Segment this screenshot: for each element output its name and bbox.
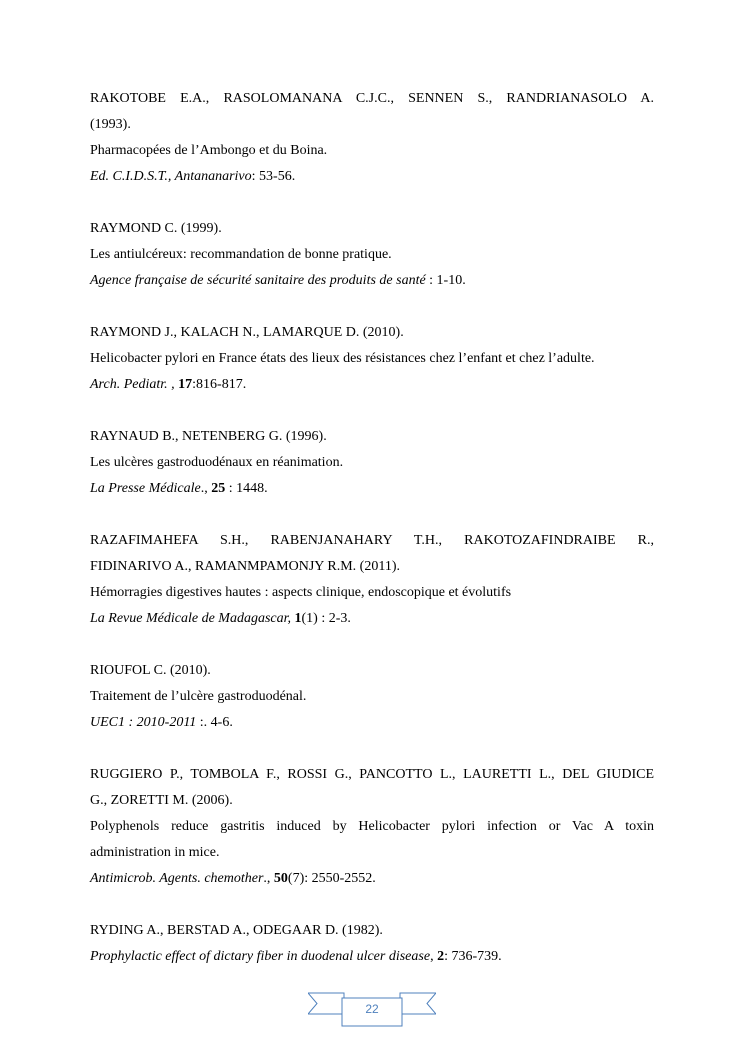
reference-volume: 17: [178, 377, 193, 392]
reference-authors: RAYMOND C. (1999).: [90, 221, 222, 236]
reference-journal: Arch. Pediatr. ,: [90, 377, 175, 392]
reference-journal: Agence française de sécurité sanitaire des produits de santé: [90, 273, 426, 288]
reference-authors: RAKOTOBE E.A., RASOLOMANANA C.J.C., SENNEN S., RANDRIANASOLO A.: [90, 91, 654, 106]
reference-pages: : 1-10.: [425, 273, 466, 288]
reference-ryding-1982: [90, 918, 654, 970]
reference-source: [90, 710, 654, 736]
reference-separator: .,: [200, 481, 212, 496]
reference-volume: 25: [211, 481, 226, 496]
reference-rioufol-2010: [90, 658, 654, 736]
reference-authors-continued: G., ZORETTI M. (2006).: [90, 793, 233, 808]
reference-journal: La Presse Médicale: [90, 481, 201, 496]
reference-authors: RAYNAUD B., NETENBERG G. (1996).: [90, 429, 327, 444]
reference-rakotobe-1993: [90, 86, 654, 190]
reference-authors: RIOUFOL C. (2010).: [90, 663, 211, 678]
reference-authors: RYDING A., BERSTAD A., ODEGAAR D. (1982).: [90, 923, 383, 938]
reference-pages: : 1448.: [225, 481, 268, 496]
reference-ruggiero-2006: [90, 762, 654, 892]
reference-separator: .,: [263, 871, 274, 886]
reference-title: Les antiulcéreux: recommandation de bonne pratique.: [90, 247, 392, 262]
reference-title: Pharmacopées de l’Ambongo et du Boina.: [90, 143, 328, 158]
bibliography: [90, 86, 654, 996]
page-number: 22: [365, 1002, 379, 1016]
reference-volume: 2: [437, 949, 445, 964]
reference-raymond-2010: [90, 320, 654, 398]
reference-source: [90, 944, 654, 970]
reference-authors: RAYMOND J., KALACH N., LAMARQUE D. (2010).: [90, 325, 404, 340]
reference-journal: Prophylactic effect of dictary fiber in duodenal ulcer disease: [90, 949, 431, 964]
reference-source: [90, 476, 654, 502]
reference-pages: : 736-739.: [444, 949, 502, 964]
reference-pages: : 53-56.: [251, 169, 296, 184]
reference-raynaud-1996: [90, 424, 654, 502]
reference-journal: Antimicrob. Agents. chemother: [90, 871, 264, 886]
reference-title: Traitement de l’ulcère gastroduodénal.: [90, 689, 307, 704]
reference-journal: UEC1 : 2010-2011: [90, 715, 197, 730]
reference-title: Les ulcères gastroduodénaux en réanimation.: [90, 455, 344, 470]
reference-separator: ,: [430, 949, 438, 964]
reference-raymond-1999: [90, 216, 654, 294]
reference-authors: RAZAFIMAHEFA S.H., RABENJANAHARY T.H., RAKOTOZAFINDRAIBE R.,: [90, 533, 654, 548]
reference-title: Helicobacter pylori en France états des lieux des résistances chez l’enfant et chez l’adulte.: [90, 351, 595, 366]
reference-razafimahefa-2011: [90, 528, 654, 632]
reference-authors-continued: FIDINARIVO A., RAMANMPAMONJY R.M. (2011).: [90, 559, 400, 574]
reference-source: [90, 606, 654, 632]
reference-pages: (1) : 2-3.: [301, 611, 351, 626]
reference-source: [90, 372, 654, 398]
reference-source: [90, 866, 654, 892]
page-footer: [308, 990, 436, 1028]
reference-volume: 50: [273, 871, 288, 886]
reference-volume: 1: [294, 611, 302, 626]
reference-journal: Ed. C.I.D.S.T., Antananarivo: [90, 169, 252, 184]
reference-title: Polyphenols reduce gastritis induced by Helicobacter pylori infection or Vac A toxin: [90, 819, 654, 834]
reference-pages: :816-817.: [192, 377, 247, 392]
reference-authors: RUGGIERO P., TOMBOLA F., ROSSI G., PANCOTTO L., LAURETTI L., DEL GIUDICE: [90, 767, 654, 782]
reference-source: [90, 268, 654, 294]
reference-pages: :. 4-6.: [196, 715, 233, 730]
reference-authors-continued: (1993).: [90, 117, 131, 132]
reference-journal: La Revue Médicale de Madagascar,: [90, 611, 291, 626]
reference-source: [90, 164, 654, 190]
reference-title: Hémorragies digestives hautes : aspects clinique, endoscopique et évolutifs: [90, 585, 512, 600]
reference-pages: (7): 2550-2552.: [287, 871, 376, 886]
reference-title-continued: administration in mice.: [90, 845, 220, 860]
